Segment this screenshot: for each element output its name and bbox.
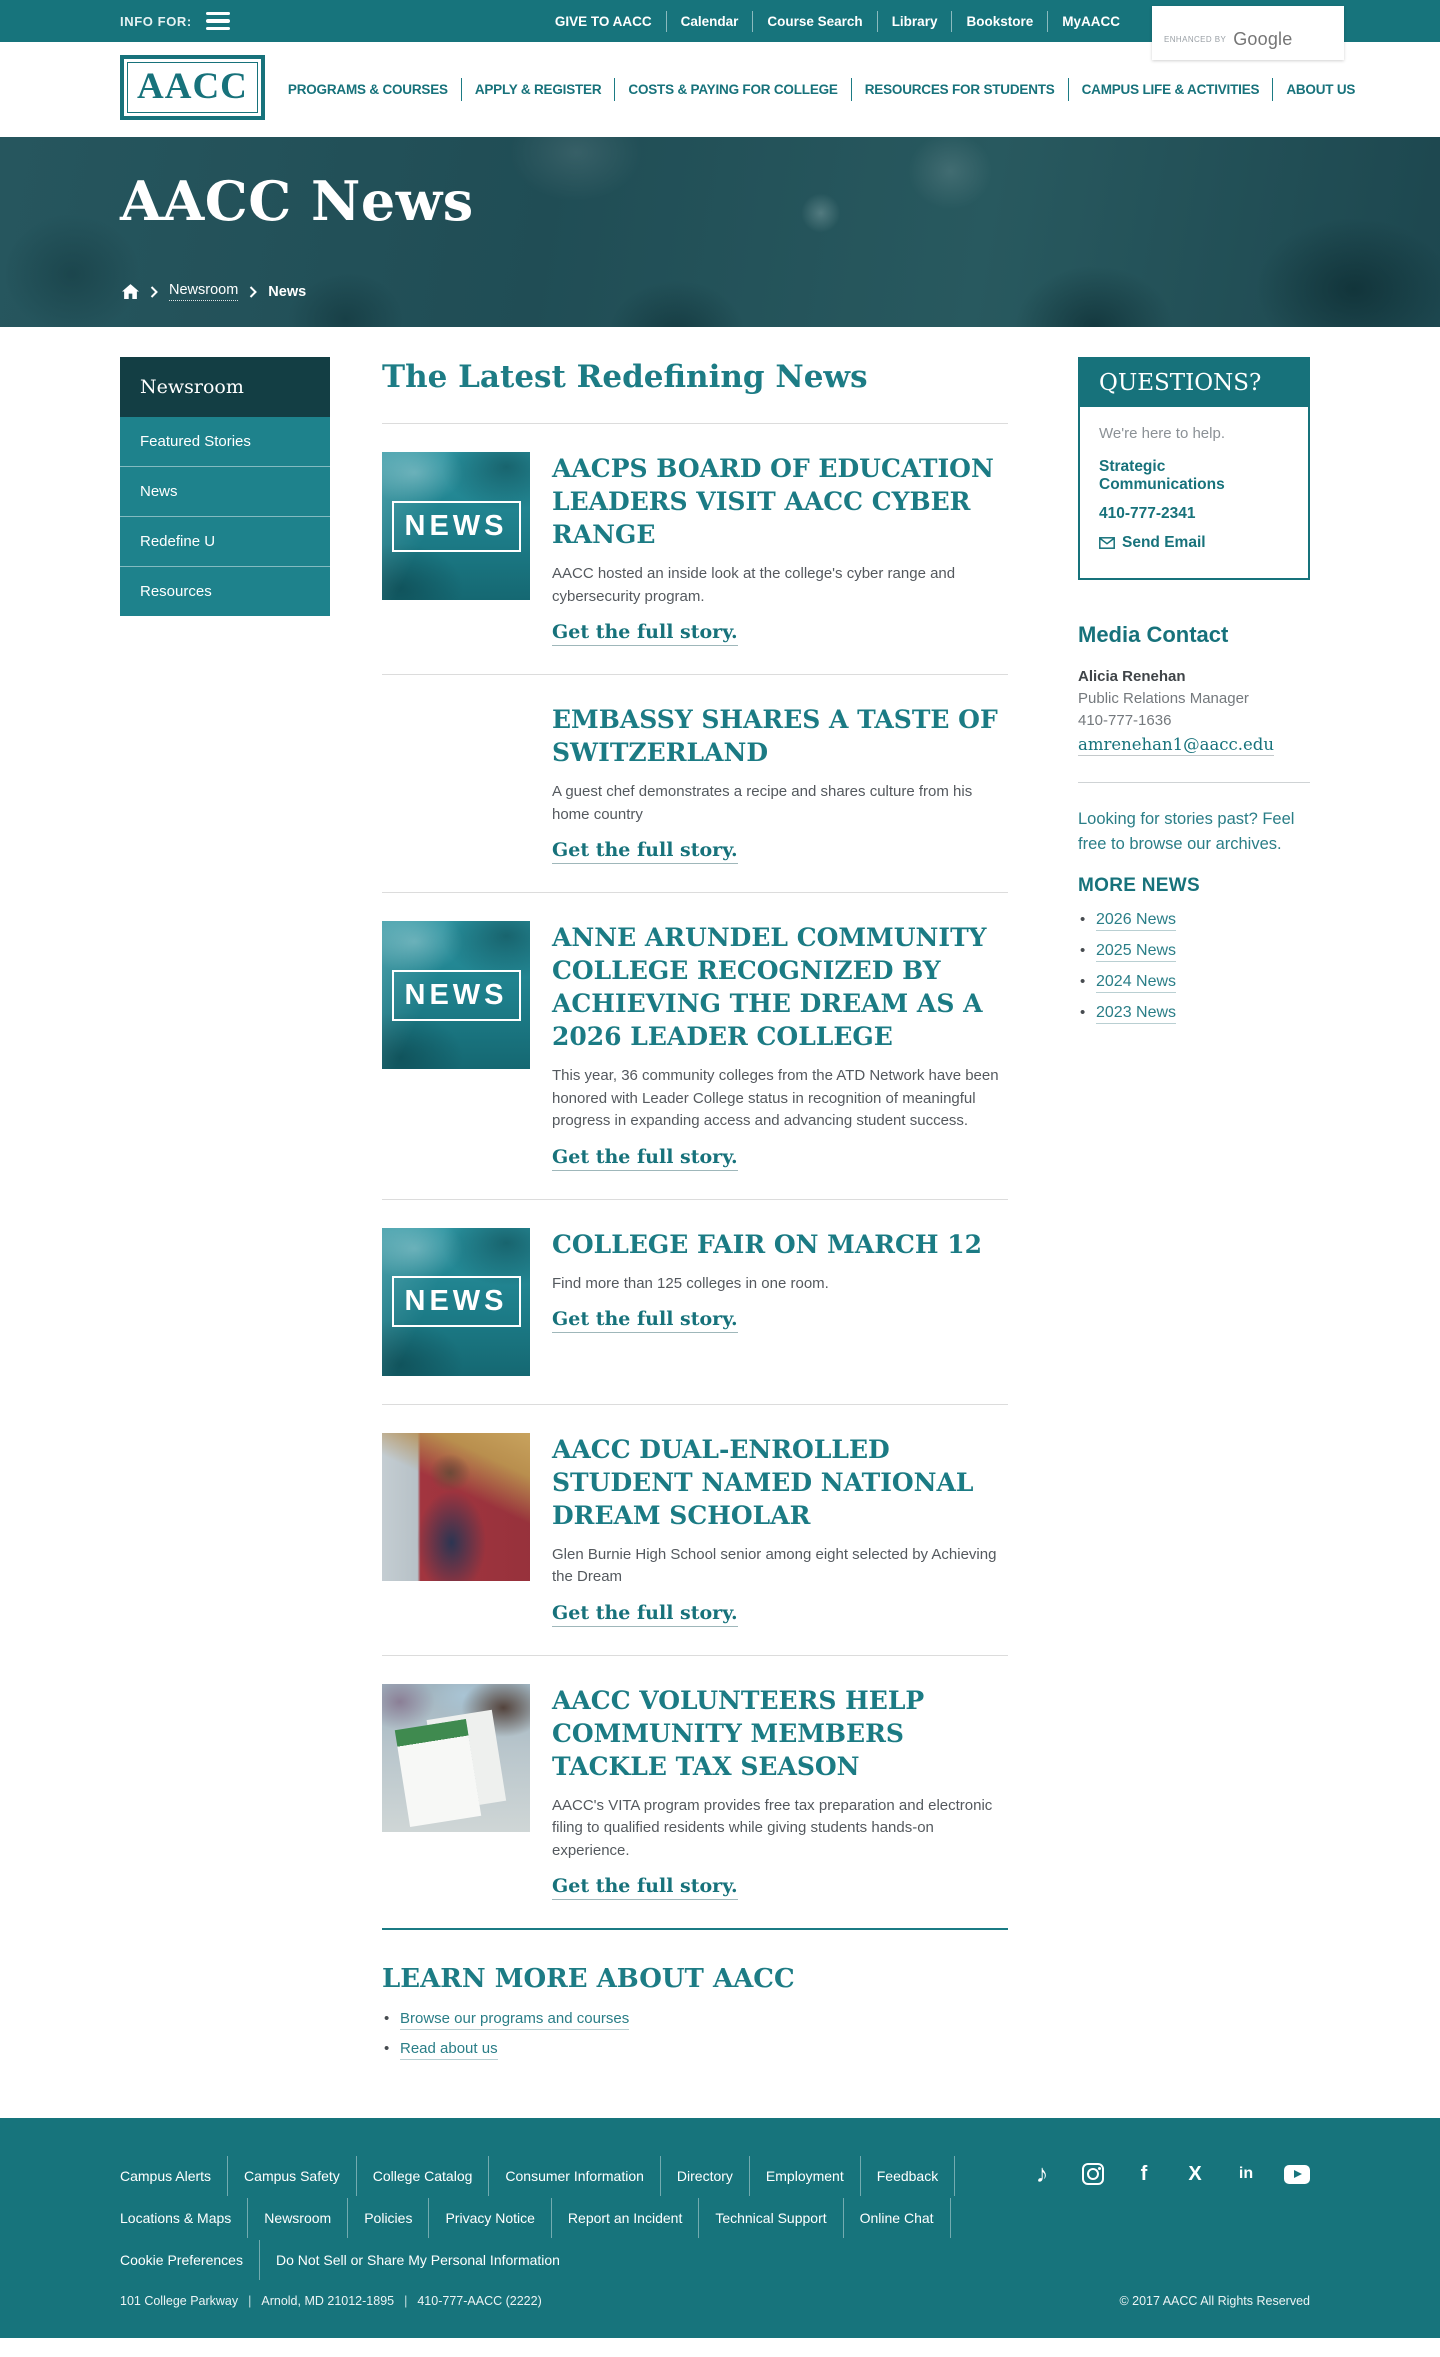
story-summary: AACC's VITA program provides free tax preparation and electronic filing to qualified residents while giving students hands-on experience.	[552, 1796, 993, 1859]
linkedin-icon[interactable]: in	[1238, 2165, 1254, 2182]
sidebar-item-redefine-u[interactable]: Redefine U	[120, 516, 330, 566]
more-news-heading: MORE NEWS	[1078, 874, 1200, 896]
footer-link-locations-maps[interactable]: Locations & Maps	[120, 2198, 248, 2238]
aacc-logo-text: AACC	[120, 55, 265, 120]
questions-box	[1078, 357, 1310, 580]
footer-bottom	[120, 2294, 1310, 2308]
google-search-box[interactable]	[1152, 6, 1344, 60]
divider	[382, 674, 1008, 675]
college-address: 101 College Parkway | Arnold, MD 21012-1895 | 410-777-AACC (2222)	[120, 2294, 542, 2308]
story-title[interactable]: AACC VOLUNTEERS HELP COMMUNITY MEMBERS TACKLE TAX SEASON	[552, 1685, 925, 1781]
divider	[382, 892, 1008, 893]
list-item	[1096, 1004, 1310, 1022]
news-overlay-text: NEWS	[404, 1285, 508, 1317]
media-contact-title: Public Relations Manager	[1078, 690, 1249, 707]
topbar-link-bookstore[interactable]: Bookstore	[951, 11, 1047, 32]
footer-link-newsroom[interactable]: Newsroom	[248, 2198, 348, 2238]
sidebar-item-resources[interactable]: Resources	[120, 566, 330, 616]
footer-link-cookie-preferences[interactable]: Cookie Preferences	[120, 2240, 260, 2280]
content-area	[0, 327, 1440, 2118]
divider	[1078, 782, 1310, 783]
footer-link-employment[interactable]: Employment	[750, 2156, 861, 2196]
footer-links-row-3	[120, 2240, 1310, 2280]
story-thumbnail-news[interactable]	[382, 452, 530, 600]
sidebar-item-featured-stories[interactable]: Featured Stories	[140, 433, 251, 450]
news-story	[382, 921, 1008, 1171]
chevron-right-icon	[249, 286, 257, 298]
story-title[interactable]: ANNE ARUNDEL COMMUNITY COLLEGE RECOGNIZED BY ACHIEVING THE DREAM AS A 2026 LEADER COLLEGE	[552, 923, 987, 1051]
news-story	[382, 1433, 1008, 1627]
news-overlay-text: NEWS	[404, 509, 508, 542]
news-overlay-box	[392, 970, 521, 1021]
link-2024-news[interactable]: 2024 News	[1096, 973, 1176, 993]
sidebar-item-news[interactable]: News	[120, 466, 330, 516]
nav-item-costs-paying-for-college[interactable]: COSTS & PAYING FOR COLLEGE	[614, 78, 850, 101]
footer-link-consumer-information[interactable]: Consumer Information	[489, 2156, 661, 2196]
topbar-link-give-to-aacc[interactable]: GIVE TO AACC	[554, 13, 652, 29]
tiktok-icon[interactable]: ♪	[1035, 2159, 1049, 2188]
divider	[382, 1655, 1008, 1656]
address-part: 101 College Parkway	[120, 2294, 239, 2308]
story-thumbnail-news[interactable]	[382, 921, 530, 1069]
list-item	[1096, 942, 1310, 960]
learn-more-section	[382, 1964, 1008, 2057]
story-summary: Glen Burnie High School senior among eight selected by Achieving the Dream	[552, 1545, 997, 1585]
story-title[interactable]: COLLEGE FAIR ON MARCH 12	[552, 1229, 983, 1259]
send-email-label: Send Email	[1122, 534, 1206, 551]
divider	[382, 1199, 1008, 1200]
divider	[382, 1404, 1008, 1405]
facebook-icon[interactable]: f	[1140, 2163, 1148, 2185]
media-contact-heading: Media Contact	[1078, 622, 1229, 647]
get-full-story-link[interactable]: Get the full story.	[552, 621, 738, 646]
news-story	[382, 452, 1008, 646]
link-2023-news[interactable]: 2023 News	[1096, 1004, 1176, 1024]
topbar-link-course-search[interactable]: Course Search	[752, 11, 876, 32]
chevron-right-icon	[150, 286, 158, 298]
get-full-story-link[interactable]: Get the full story.	[552, 1602, 738, 1627]
story-summary: This year, 36 community colleges from the ATD Network have been honored with Leader College status in recognition of meaningful progress in expanding access and advancing student success.	[552, 1067, 999, 1129]
news-overlay-box	[392, 501, 521, 552]
get-full-story-link[interactable]: Get the full story.	[552, 839, 738, 864]
footer-links-row-2	[120, 2198, 1310, 2238]
news-overlay-box	[392, 1276, 521, 1327]
story-thumbnail-chefs[interactable]	[382, 703, 530, 851]
news-overlay-text: NEWS	[404, 978, 508, 1011]
news-story	[382, 1684, 1008, 1901]
footer-link-campus-alerts[interactable]: Campus Alerts	[120, 2156, 228, 2196]
link-2025-news[interactable]: 2025 News	[1096, 942, 1176, 962]
envelope-icon	[1099, 537, 1115, 549]
hamburger-menu-icon[interactable]	[206, 12, 230, 31]
address-part: 410-777-AACC (2222)	[417, 2294, 542, 2308]
utility-bar	[0, 0, 1440, 49]
nav-item-apply-register[interactable]: APPLY & REGISTER	[461, 78, 615, 101]
footer-link-do-not-sell-or-share-my-personal-information[interactable]: Do Not Sell or Share My Personal Information	[275, 2252, 560, 2268]
breadcrumb-news: News	[268, 283, 307, 300]
aacc-logo[interactable]	[120, 49, 275, 130]
footer-link-privacy-notice[interactable]: Privacy Notice	[429, 2198, 551, 2238]
story-thumbnail-tax[interactable]	[382, 1684, 530, 1832]
get-full-story-link[interactable]: Get the full story.	[552, 1146, 738, 1171]
section-sidebar	[120, 357, 330, 2070]
address-part: Arnold, MD 21012-1895	[261, 2294, 395, 2308]
strategic-communications-link[interactable]: Strategic Communications	[1099, 458, 1225, 493]
story-thumbnail-student[interactable]	[382, 1433, 530, 1581]
media-contact-email-link[interactable]: amrenehan1@aacc.edu	[1078, 735, 1274, 754]
archives-note: Looking for stories past? Feel free to browse our archives.	[1078, 810, 1295, 853]
media-contact-phone: 410-777-1636	[1078, 712, 1172, 729]
nav-item-campus-life-activities[interactable]: CAMPUS LIFE & ACTIVITIES	[1068, 78, 1273, 101]
news-stories	[382, 452, 1008, 1930]
divider	[382, 423, 1008, 424]
get-full-story-link[interactable]: Get the full story.	[552, 1875, 738, 1900]
link-browse-our-programs-and-courses[interactable]: Browse our programs and courses	[400, 2010, 629, 2030]
breadcrumb	[122, 282, 306, 301]
list-item	[400, 2040, 1008, 2057]
section-heading: The Latest Redefining News	[382, 359, 868, 395]
more-news-links	[1078, 911, 1310, 1022]
list-item	[1096, 973, 1310, 991]
footer-link-policies[interactable]: Policies	[348, 2198, 429, 2238]
footer-link-campus-safety[interactable]: Campus Safety	[228, 2156, 357, 2196]
topbar-link-library[interactable]: Library	[877, 11, 952, 32]
nav-item-resources-for-students[interactable]: RESOURCES FOR STUDENTS	[851, 78, 1068, 101]
footer-link-online-chat[interactable]: Online Chat	[844, 2198, 951, 2238]
questions-body	[1080, 407, 1308, 578]
social-icons	[1029, 2159, 1310, 2188]
news-story	[382, 1228, 1008, 1376]
news-story	[382, 703, 1008, 864]
send-email-link[interactable]	[1099, 534, 1289, 552]
main-menu	[275, 78, 1368, 101]
sidebar-links	[120, 417, 330, 616]
story-summary: A guest chef demonstrates a recipe and shares culture from his home country	[552, 783, 973, 823]
youtube-icon[interactable]	[1284, 2162, 1310, 2186]
google-logo: Google	[1233, 29, 1293, 49]
list-item	[1096, 911, 1310, 929]
questions-intro: We're here to help.	[1099, 425, 1225, 442]
footer-link-directory[interactable]: Directory	[661, 2156, 750, 2196]
story-title[interactable]: AACPS BOARD OF EDUCATION LEADERS VISIT AACC CYBER RANGE	[552, 454, 994, 549]
search-enhanced-by-label: ENHANCED BY	[1164, 35, 1227, 44]
sidebar-header-newsroom[interactable]: Newsroom	[120, 357, 330, 417]
learn-more-heading: LEARN MORE ABOUT AACC	[382, 1964, 795, 1994]
home-icon[interactable]	[122, 284, 139, 299]
nav-item-about-us[interactable]: ABOUT US	[1272, 78, 1368, 101]
footer-link-college-catalog[interactable]: College Catalog	[357, 2156, 490, 2196]
story-title[interactable]: EMBASSY SHARES A TASTE OF SWITZERLAND	[552, 705, 998, 767]
contact-column	[1078, 357, 1310, 2070]
topbar-link-myaacc[interactable]: MyAACC	[1047, 11, 1134, 32]
link-2026-news[interactable]: 2026 News	[1096, 911, 1176, 931]
learn-more-links	[382, 2010, 1008, 2057]
story-title[interactable]: AACC DUAL-ENROLLED STUDENT NAMED NATIONAL DREAM SCHOLAR	[552, 1434, 974, 1530]
footer-link-feedback[interactable]: Feedback	[861, 2156, 955, 2196]
utility-links	[541, 11, 1134, 32]
topbar-link-calendar[interactable]: Calendar	[666, 11, 753, 32]
footer-link-report-an-incident[interactable]: Report an Incident	[552, 2198, 699, 2238]
info-for-label: INFO FOR:	[120, 13, 192, 29]
story-summary: Find more than 125 colleges in one room.	[552, 1274, 829, 1292]
list-item	[400, 2010, 1008, 2027]
link-read-about-us[interactable]: Read about us	[400, 2040, 498, 2060]
x-icon[interactable]: X	[1188, 2163, 1202, 2185]
nav-item-programs-courses[interactable]: PROGRAMS & COURSES	[287, 82, 448, 97]
breadcrumb-newsroom[interactable]: Newsroom	[169, 282, 238, 301]
page-title: AACC News	[120, 169, 474, 233]
divider	[382, 1928, 1008, 1930]
media-contact-name: Alicia Renehan	[1078, 668, 1186, 685]
hero-banner	[0, 137, 1440, 327]
story-summary: AACC hosted an inside look at the college's cyber range and cybersecurity program.	[552, 565, 956, 605]
footer-link-technical-support[interactable]: Technical Support	[699, 2198, 843, 2238]
copyright-notice: © 2017 AACC All Rights Reserved	[1119, 2294, 1310, 2308]
news-list-column	[382, 357, 1008, 2070]
questions-heading: QUESTIONS?	[1080, 359, 1308, 407]
get-full-story-link[interactable]: Get the full story.	[552, 1308, 738, 1333]
instagram-icon[interactable]	[1080, 2162, 1106, 2186]
footer	[0, 2118, 1440, 2338]
questions-phone: 410-777-2341	[1099, 505, 1196, 522]
story-thumbnail-news[interactable]	[382, 1228, 530, 1376]
